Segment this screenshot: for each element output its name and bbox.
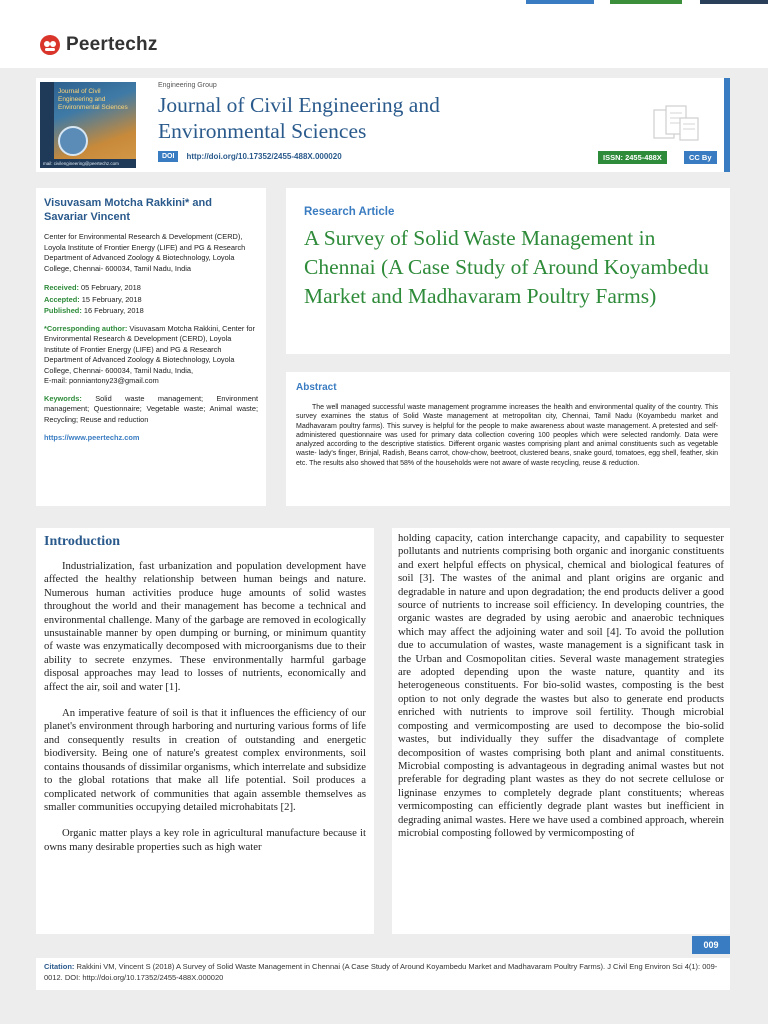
publisher-site-link[interactable]: https://www.peertechz.com — [44, 433, 140, 442]
doi-row — [158, 151, 342, 162]
doi-link[interactable]: http://doi.org/10.17352/2455-488X.000020 — [186, 152, 342, 161]
journal-cover-image — [40, 82, 136, 168]
article-title-card — [286, 188, 730, 354]
journal-title: Journal of Civil Engineering and Environmental Sciences — [158, 93, 440, 143]
published-label: Published: — [44, 306, 82, 315]
cover-title: Journal of Civil Engineering and Environmental Sciences — [58, 88, 128, 111]
citation-box — [36, 958, 730, 990]
document-icon — [650, 104, 702, 144]
body-paragraph: An imperative feature of soil is that it influences the efficiency of our planet's environment through harboring and nurturing various forms of life and consequently results in creation of outstanding and energetic biodiversity. Being one of nature's greatest complex environments, soil contains thousands of dissimilar organisms, which interrelate and subsidize to the global rotations that make all life potential. Soil produces a complicated network of communities that again assemble themselves as smaller communities occupying detailed microhabitats [2]. — [44, 707, 366, 813]
top-tab-green — [610, 0, 682, 4]
cover-mail: mail: civilengineering@peertechz.com — [40, 159, 136, 168]
citation-text: Rakkini VM, Vincent S (2018) A Survey of Solid Waste Management in Chennai (A Case Study of Around Koyambedu Market and Madhavaram Poultry Farms). J Civil Eng Environ Sci 4(1): 009-0012. DOI: http://doi.org/10.17352/2455-488X.000020 — [44, 962, 718, 982]
peertechz-logo-icon — [38, 33, 62, 57]
dates-block — [44, 282, 258, 317]
accepted-label: Accepted: — [44, 294, 80, 304]
cover-emblem-icon — [58, 126, 88, 156]
published-date: 16 February, 2018 — [83, 306, 144, 315]
doi-badge: DOI — [158, 151, 178, 162]
journal-group: Engineering Group — [158, 82, 217, 89]
header-accent-bar — [724, 78, 730, 172]
introduction-heading: Introduction — [44, 534, 120, 549]
abstract-text: The well managed successful waste management programme increases the health and environmental quality of the country. This survey examines the status of Solid Waste management at metropolitan city, Chennai, Tamil Nadu (Koyambedu market and Madhavaram poultry farms). This survey is helpful for the people to make awareness about waste management. A pretested and self-administered questionnaire was used for primary data collection covering 100 peoples which were selected randomly. Data were analyzed according to the descriptive statistics. Different organic wastes comprising plant and animal constituents such as vegetable waste- lady's finger, Brinjal, Radish, Beans carrot, chow-chow, beetroot, clustered beans, snake gourd, tomatoes, egg shell, feather, skin etc. The results also showed that 58% of the households were not aware of waste recycling, reuse & reduction. — [296, 404, 718, 467]
issn-badge: ISSN: 2455-488X — [598, 151, 667, 164]
top-tab-blue — [526, 0, 594, 4]
brand-name: Peertechz — [66, 34, 158, 55]
abstract-card — [286, 372, 730, 506]
article-title: A Survey of Solid Waste Management in Chennai (A Case Study of Around Koyambedu Market and Madhavaram Poultry Farms) — [304, 226, 709, 308]
brand — [38, 30, 158, 60]
body-column-left — [36, 528, 374, 934]
article-type: Research Article — [304, 206, 395, 218]
accepted-date: 15 February, 2018 — [81, 294, 142, 304]
corresponding-text: Visuvasam Motcha Rakkini, Center for Environmental Research & Development (CERD), Loyola Institute of Frontier Energy (LIFE) and PG & Research Department of Advanced Zoology & Biotechnology, Loyola College, Chennai- 600034, Tamil Nadu, India, — [44, 323, 255, 375]
author-info-card — [36, 188, 266, 506]
abstract-heading: Abstract — [296, 382, 337, 393]
author-names: Visuvasam Motcha Rakkini* and Savariar Vincent — [44, 197, 212, 223]
body-paragraph: Industrialization, fast urbanization and population development have affected the healthy relationship between human beings and nature. Numerous human activities produce huge amounts of solid wastes throughout the world and their management has become a technical and environmental challenge. Many of the garbage are removed in ecologically unsustainable manner by open dumping or burning, or minimum quantity of waste was enzymatically decomposed with microorganisms due to their ability to secrete enzymes. These environmentally harmful garbage disposal approaches may lead to losses of nutrients, economically and affect the air, soil and water [1]. — [44, 560, 366, 693]
license-badge[interactable]: CC By — [684, 151, 717, 164]
body-paragraph: holding capacity, cation interchange capacity, and capability to sequester pollutants and nutrients comprising both organic and inorganic constituents and exert helpful effects on physical, chemical and biological features of soil [3]. The wastes of the animal and plant origins are organic and degradable in nature and upon degradation; the end products deliver a good source of nutrients to increase soil efficiency. In developing countries, the organic wastes are degraded by using aerobic and anaerobic techniques which may affect the adjoining water and soil [4]. To avoid the pollution due to accumulation of wastes, waste management is a significant task in the Urban and Cosmopolitan cities. Several waste management strategies are adopted depending upon the waste nature, quantity and its heterogeneous constituents. For bio-solid wastes, composting is the best option to not only degrade the wastes but also to generate end products enriched with nutrients to improve soil fertility. Though microbial composting and vermicomposting are used to decompose the bio-solid wastes, but individually they suffer the disadvantage of complete decomposition of wastes comprising both plant and animal constituents. Microbial composting is advantageous in degrading animal wastes but not preferable for degrading plant wastes as they do not secrete cellulose or ligninase enzymes to completely degrade plant constituents; whereas vermicomposting can efficiently degrade plant wastes but inefficient in degrading animal wastes. Here we have used a combined approach, wherein microbial composting followed by vermicomposting of — [398, 532, 724, 839]
page-number: 009 — [692, 936, 730, 954]
top-tab-dark — [700, 0, 768, 4]
received-label: Received: — [44, 283, 79, 292]
body-column-right — [392, 528, 730, 934]
affiliation: Center for Environmental Research & Development (CERD), Loyola Institute of Frontier Energy (LIFE) and PG & Research Department of Advanced Zoology & Biotechnology, Loyola College, Chennai- 600034, Tamil Nadu, India — [44, 232, 246, 273]
corresponding-author — [44, 324, 258, 387]
keywords — [44, 394, 258, 426]
body-paragraph: Organic matter plays a key role in agricultural manufacture because it owns many desirable properties such as high water — [44, 827, 366, 853]
keywords-label: Keywords: — [44, 393, 82, 403]
received-date: 05 February, 2018 — [80, 283, 141, 292]
corresponding-label: *Corresponding author: — [44, 323, 128, 333]
corresponding-email[interactable]: E-mail: ponniantony23@gmail.com — [44, 376, 159, 385]
citation-label: Citation: — [44, 962, 75, 971]
keywords-text: Solid waste management; Environment management; Questionnaire; Vegetable waste; Animal waste; Recycling; Reuse and reduction — [44, 393, 258, 424]
